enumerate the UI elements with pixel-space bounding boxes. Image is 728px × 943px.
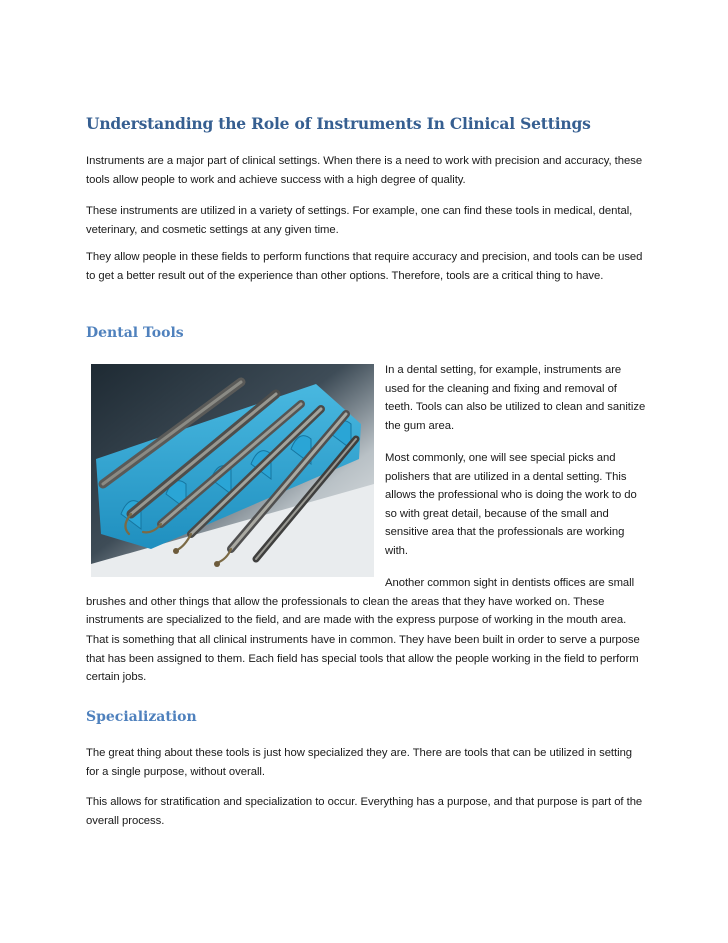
intro-paragraph-1: Instruments are a major part of clinical settings. When there is a need to work with precision and accuracy, these tools allow people to work and achieve success with a high degree of quality. [86, 155, 643, 186]
specialization-heading: Specialization [86, 709, 197, 725]
dental-paragraph-1: In a dental setting, for example, instruments are used for the cleaning and fixing and removal of teeth. Tools can also be utilized to clean and sanitize the gum area. [385, 364, 646, 432]
intro-paragraph-3: They allow people in these fields to perform functions that require accuracy and precision, and tools can be used to get a better result out of the experience than other options. Therefore, tools are a critical thing to have. [86, 251, 643, 282]
specialization-paragraph-2: This allows for stratification and specialization to occur. Everything has a purpose, and that purpose is part of the overall process. [86, 796, 643, 827]
page-title: Understanding the Role of Instruments In Clinical Settings [86, 114, 591, 133]
intro-paragraph-2: These instruments are utilized in a variety of settings. For example, one can find these tools in medical, dental, veterinary, and cosmetic settings at any given time. [86, 205, 633, 236]
dental-after-paragraph: That is something that all clinical instruments have in common. They have been built in order to serve a purpose that has been assigned to them. Each field has special tools that allow the people working in the field to perform certain jobs. [86, 634, 640, 683]
dental-paragraph-3: Another common sight in dentists offices are small brushes and other things that allow the professionals to clean the areas that they have worked on. These instruments are specialized to the field, and are made with the express purpose of working in the mouth area. [86, 577, 635, 626]
dental-tools-heading: Dental Tools [86, 325, 184, 341]
dental-instruments-photo [91, 364, 374, 577]
specialization-paragraph-1: The great thing about these tools is just how specialized they are. There are tools that can be utilized in setting for a single purpose, without overall. [86, 747, 633, 778]
dental-tools-section [86, 361, 646, 630]
dental-paragraph-2: Most commonly, one will see special picks and polishers that are utilized in a dental setting. This allows the professional who is doing the work to do so with great detail, because of the small and sensitive area that the professionals are working with. [385, 452, 637, 557]
